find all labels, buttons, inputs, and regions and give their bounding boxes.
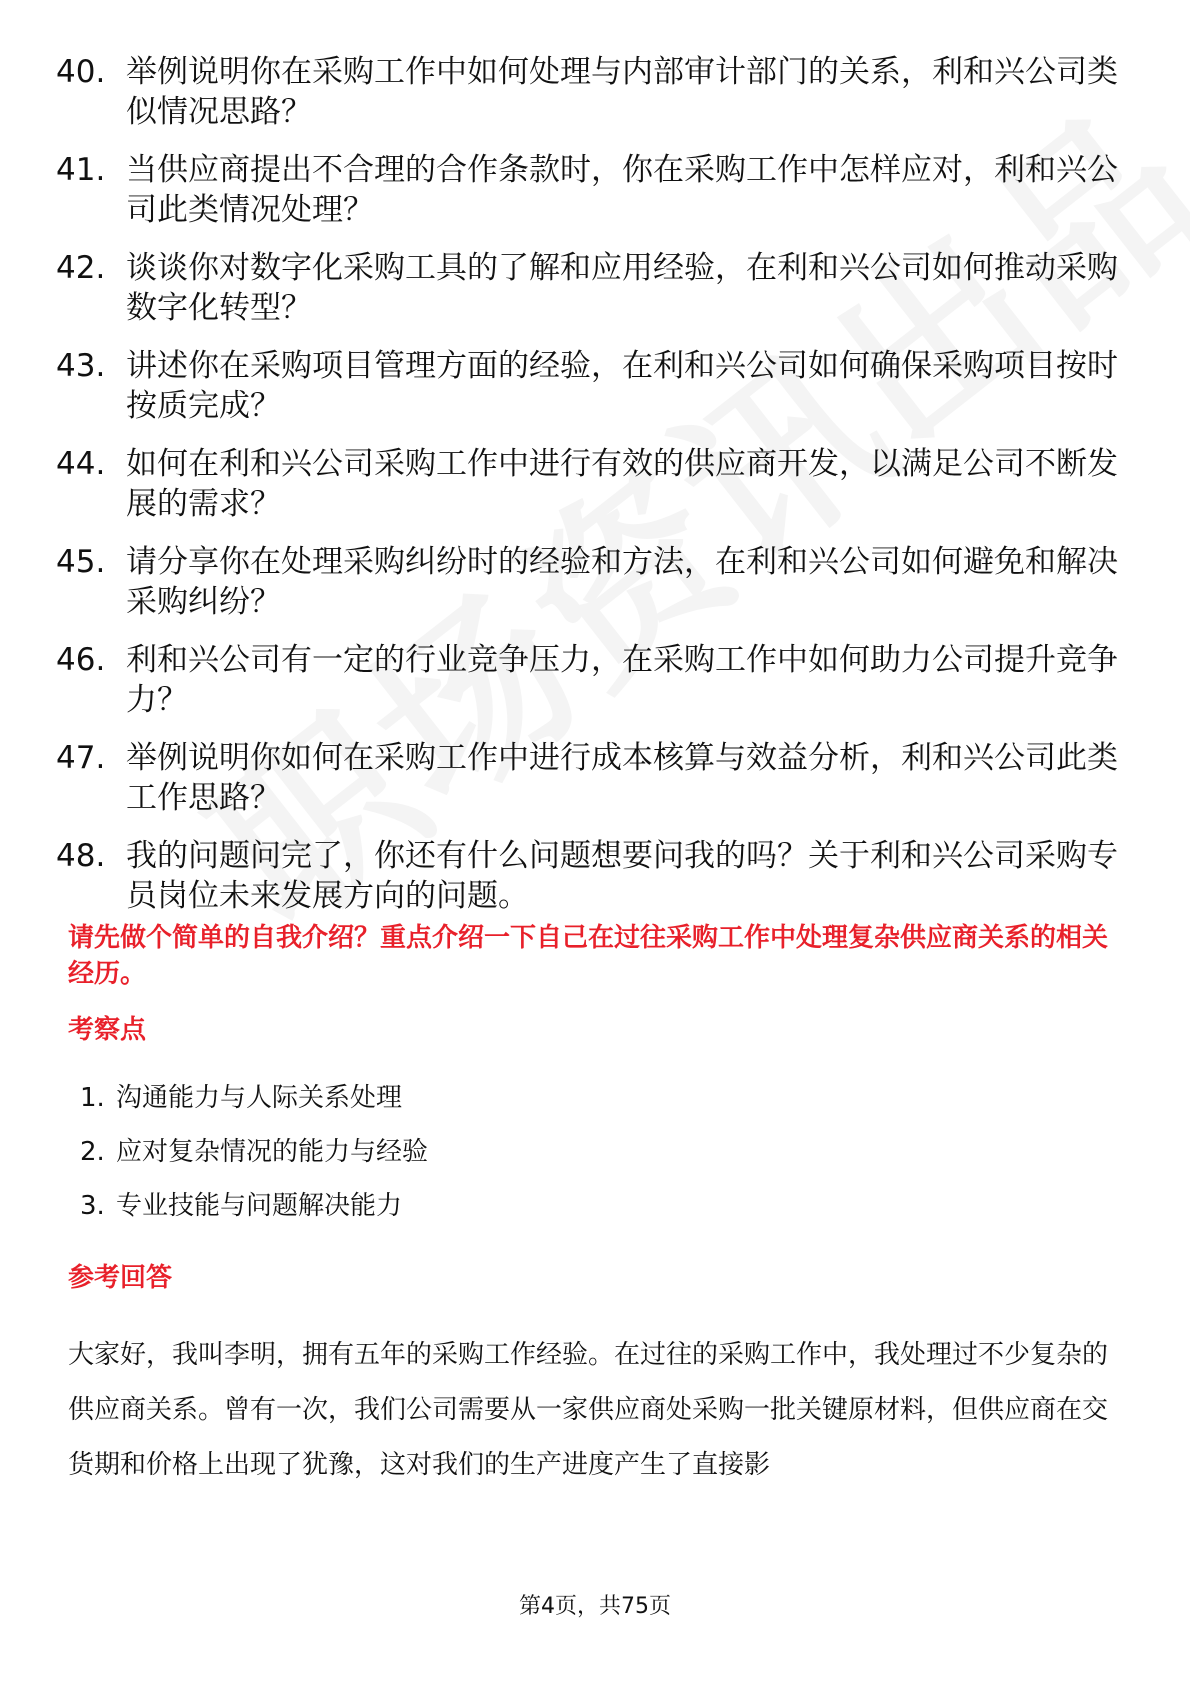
question-text: 我的问题问完了，你还有什么问题想要问我的吗？关于利和兴公司采购专员岗位未来发展方向的问题。 (126, 838, 1118, 914)
reference-answer-text: 大家好，我叫李明，拥有五年的采购工作经验。在过往的采购工作中，我处理过不少复杂的供应商关系。曾有一次，我们公司需要从一家供应商处采购一批关键原材料，但供应商在交货期和价格上出现了犹豫，这对我们的生产进度产生了直接影 (68, 1340, 1109, 1480)
point-text: 专业技能与问题解决能力 (116, 1191, 403, 1221)
assessment-points-list (80, 1080, 680, 1242)
question-list (56, 52, 1136, 934)
question-item (56, 346, 1136, 426)
question-item (56, 836, 1136, 916)
assessment-point (80, 1134, 680, 1170)
point-text: 应对复杂情况的能力与经验 (116, 1137, 429, 1167)
point-number: 3. (80, 1191, 105, 1221)
question-number: 44. (56, 446, 106, 482)
point-number: 2. (80, 1137, 105, 1167)
question-item (56, 150, 1136, 230)
question-number: 47. (56, 740, 106, 776)
assessment-point (80, 1080, 680, 1116)
question-text: 讲述你在采购项目管理方面的经验，在利和兴公司如何确保采购项目按时按质完成？ (126, 348, 1118, 424)
question-text: 谈谈你对数字化采购工具的了解和应用经验，在利和兴公司如何推动采购数字化转型？ (126, 250, 1118, 326)
question-text: 当供应商提出不合理的合作条款时，你在采购工作中怎样应对，利和兴公司此类情况处理？ (126, 152, 1118, 228)
question-item (56, 52, 1136, 132)
point-text: 沟通能力与人际关系处理 (116, 1083, 403, 1113)
question-number: 41. (56, 152, 106, 188)
question-number: 46. (56, 642, 106, 678)
reference-answer-label: 参考回答 (68, 1263, 173, 1293)
question-text: 如何在利和兴公司采购工作中进行有效的供应商开发，以满足公司不断发展的需求？ (126, 446, 1118, 522)
question-text: 举例说明你在采购工作中如何处理与内部审计部门的关系，利和兴公司类似情况思路？ (126, 54, 1118, 130)
question-number: 43. (56, 348, 106, 384)
question-item (56, 444, 1136, 524)
question-number: 45. (56, 544, 106, 580)
question-text: 利和兴公司有一定的行业竞争压力，在采购工作中如何助力公司提升竞争力？ (126, 642, 1118, 718)
point-number: 1. (80, 1083, 105, 1113)
question-text: 请分享你在处理采购纠纷时的经验和方法，在利和兴公司如何避免和解决采购纠纷？ (126, 544, 1118, 620)
featured-question-heading: 请先做个简单的自我介绍？重点介绍一下自己在过往采购工作中处理复杂供应商关系的相关经历。 (68, 923, 1109, 989)
question-item (56, 248, 1136, 328)
question-item (56, 542, 1136, 622)
assessment-point (80, 1188, 680, 1224)
question-number: 42. (56, 250, 106, 286)
question-number: 40. (56, 54, 106, 90)
question-item (56, 738, 1136, 818)
question-text: 举例说明你如何在采购工作中进行成本核算与效益分析，利和兴公司此类工作思路？ (126, 740, 1118, 816)
question-number: 48. (56, 838, 106, 874)
page-footer: 第4页，共75页 (519, 1594, 671, 1619)
assessment-points-label: 考察点 (68, 1015, 147, 1045)
question-item (56, 640, 1136, 720)
